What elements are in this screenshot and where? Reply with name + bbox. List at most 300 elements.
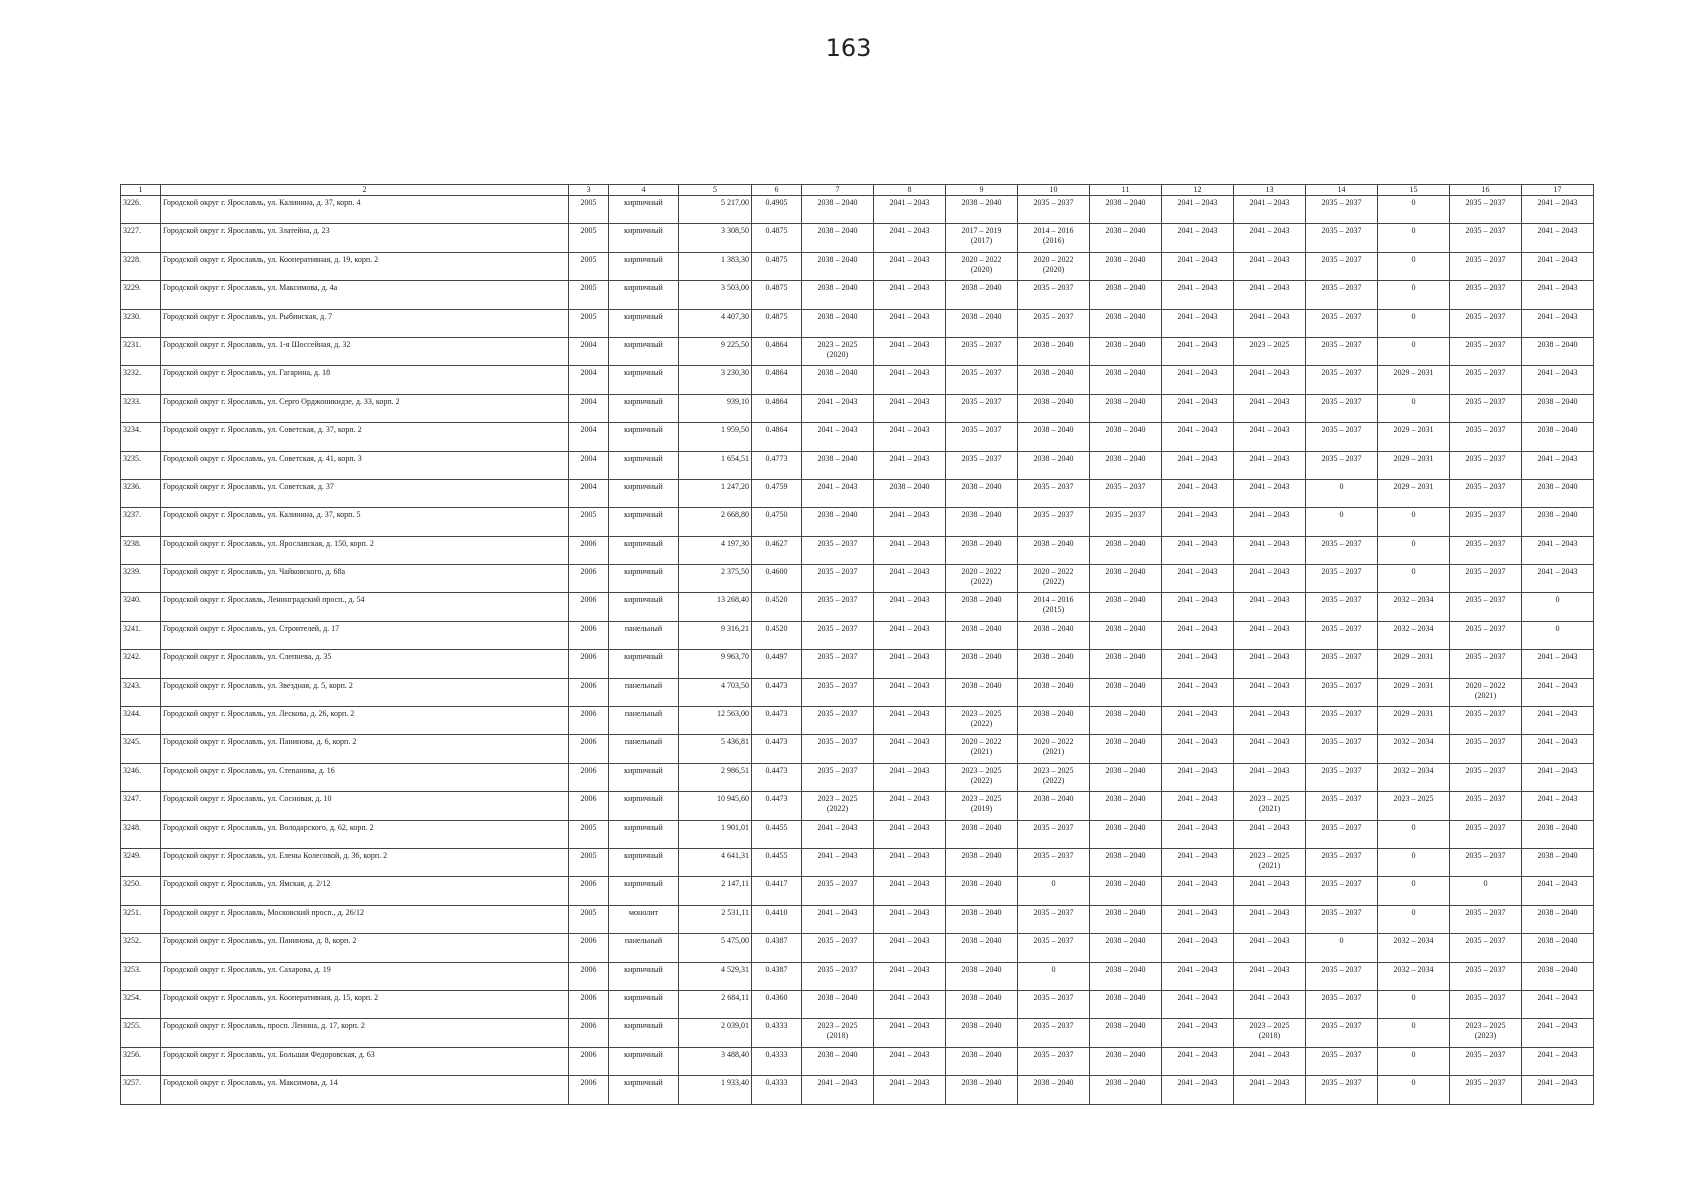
table-cell-col-15: 0	[1378, 565, 1450, 593]
table-cell-col-17: 2038 – 2040	[1522, 848, 1594, 876]
table-cell-col-3: 2005	[569, 508, 609, 536]
table-cell-col-5: 1 959,50	[679, 423, 752, 451]
table-cell-col-9: 2038 – 2040	[946, 905, 1018, 933]
table-cell-col-11: 2038 – 2040	[1090, 763, 1162, 791]
table-cell-col-3: 2006	[569, 593, 609, 621]
table-cell-col-3: 2006	[569, 934, 609, 962]
table-cell-col-1: 3235.	[121, 451, 161, 479]
table-cell-col-17: 2041 – 2043	[1522, 196, 1594, 224]
table-cell-col-14: 2035 – 2037	[1306, 366, 1378, 394]
table-cell-col-3: 2006	[569, 1047, 609, 1075]
table-cell-col-14: 2035 – 2037	[1306, 196, 1378, 224]
table-row	[121, 536, 1594, 564]
table-cell-col-7: 2035 – 2037	[802, 621, 874, 649]
table-cell-col-5: 1 901,01	[679, 820, 752, 848]
table-cell-col-8: 2041 – 2043	[874, 820, 946, 848]
table-cell-col-1: 3231.	[121, 337, 161, 365]
table-cell-col-2: Городской округ г. Ярославль, ул. Рыбинская, д. 7	[161, 309, 569, 337]
table-cell-col-8: 2041 – 2043	[874, 1047, 946, 1075]
table-cell-col-4: кирпичный	[609, 848, 679, 876]
table-cell-col-5: 4 407,30	[679, 309, 752, 337]
table-cell-col-8: 2041 – 2043	[874, 678, 946, 706]
table-cell-col-2: Городской округ г. Ярославль, ул. Максимова, д. 14	[161, 1076, 569, 1104]
table-cell-col-8: 2041 – 2043	[874, 565, 946, 593]
table-cell-col-2: Городской округ г. Ярославль, ул. Гагарина, д. 18	[161, 366, 569, 394]
table-cell-col-10: 2038 – 2040	[1018, 792, 1090, 820]
table-cell-col-6: 0.4473	[752, 763, 802, 791]
table-cell-col-7: 2038 – 2040	[802, 990, 874, 1018]
table-cell-col-7: 2041 – 2043	[802, 1076, 874, 1104]
table-cell-col-7: 2041 – 2043	[802, 479, 874, 507]
table-cell-col-9: 2035 – 2037	[946, 394, 1018, 422]
table-cell-col-7: 2023 – 2025 (2022)	[802, 792, 874, 820]
table-cell-col-17: 2041 – 2043	[1522, 877, 1594, 905]
table-cell-col-8: 2041 – 2043	[874, 536, 946, 564]
table-row	[121, 423, 1594, 451]
table-cell-col-11: 2038 – 2040	[1090, 934, 1162, 962]
table-cell-col-12: 2041 – 2043	[1162, 423, 1234, 451]
table-cell-col-4: монолит	[609, 905, 679, 933]
table-cell-col-16: 2035 – 2037	[1450, 735, 1522, 763]
table-cell-col-6: 0.4333	[752, 1047, 802, 1075]
table-cell-col-3: 2006	[569, 1076, 609, 1104]
table-cell-col-3: 2005	[569, 848, 609, 876]
table-cell-col-7: 2041 – 2043	[802, 423, 874, 451]
table-cell-col-16: 2035 – 2037	[1450, 224, 1522, 252]
table-cell-col-15: 2029 – 2031	[1378, 650, 1450, 678]
table-cell-col-4: кирпичный	[609, 309, 679, 337]
table-cell-col-1: 3245.	[121, 735, 161, 763]
table-cell-col-17: 2041 – 2043	[1522, 990, 1594, 1018]
table-cell-col-14: 2035 – 2037	[1306, 337, 1378, 365]
table-cell-col-16: 2035 – 2037	[1450, 508, 1522, 536]
table-cell-col-1: 3236.	[121, 479, 161, 507]
table-cell-col-11: 2038 – 2040	[1090, 877, 1162, 905]
table-cell-col-15: 2029 – 2031	[1378, 366, 1450, 394]
table-cell-col-11: 2038 – 2040	[1090, 905, 1162, 933]
table-cell-col-5: 2 147,11	[679, 877, 752, 905]
table-cell-col-15: 2029 – 2031	[1378, 707, 1450, 735]
table-cell-col-4: кирпичный	[609, 593, 679, 621]
table-cell-col-10: 0	[1018, 962, 1090, 990]
column-header-4: 4	[609, 185, 679, 196]
table-cell-col-13: 2041 – 2043	[1234, 763, 1306, 791]
column-header-17: 17	[1522, 185, 1594, 196]
table-cell-col-15: 2029 – 2031	[1378, 451, 1450, 479]
table-cell-col-8: 2041 – 2043	[874, 990, 946, 1018]
table-row	[121, 650, 1594, 678]
table-cell-col-3: 2005	[569, 820, 609, 848]
table-cell-col-13: 2041 – 2043	[1234, 224, 1306, 252]
table-cell-col-14: 0	[1306, 508, 1378, 536]
table-cell-col-5: 4 197,30	[679, 536, 752, 564]
table-cell-col-3: 2006	[569, 990, 609, 1018]
table-cell-col-11: 2038 – 2040	[1090, 252, 1162, 280]
table-cell-col-14: 0	[1306, 479, 1378, 507]
table-cell-col-5: 1 383,30	[679, 252, 752, 280]
table-cell-col-15: 2029 – 2031	[1378, 678, 1450, 706]
table-cell-col-7: 2035 – 2037	[802, 763, 874, 791]
table-cell-col-3: 2006	[569, 1019, 609, 1047]
table-cell-col-17: 2038 – 2040	[1522, 820, 1594, 848]
table-cell-col-12: 2041 – 2043	[1162, 650, 1234, 678]
table-cell-col-14: 2035 – 2037	[1306, 707, 1378, 735]
table-cell-col-4: кирпичный	[609, 394, 679, 422]
table-cell-col-9: 2038 – 2040	[946, 593, 1018, 621]
table-row	[121, 848, 1594, 876]
table-cell-col-3: 2006	[569, 962, 609, 990]
table-cell-col-6: 0.4759	[752, 479, 802, 507]
table-cell-col-1: 3240.	[121, 593, 161, 621]
table-cell-col-5: 4 641,31	[679, 848, 752, 876]
table-cell-col-15: 2032 – 2034	[1378, 763, 1450, 791]
table-cell-col-7: 2038 – 2040	[802, 252, 874, 280]
table-cell-col-12: 2041 – 2043	[1162, 678, 1234, 706]
table-cell-col-9: 2038 – 2040	[946, 678, 1018, 706]
table-cell-col-15: 2032 – 2034	[1378, 735, 1450, 763]
table-cell-col-7: 2035 – 2037	[802, 565, 874, 593]
table-cell-col-3: 2006	[569, 678, 609, 706]
table-row	[121, 990, 1594, 1018]
table-cell-col-12: 2041 – 2043	[1162, 451, 1234, 479]
table-cell-col-15: 0	[1378, 337, 1450, 365]
table-cell-col-8: 2038 – 2040	[874, 479, 946, 507]
table-cell-col-4: кирпичный	[609, 1076, 679, 1104]
table-cell-col-4: кирпичный	[609, 196, 679, 224]
table-cell-col-4: кирпичный	[609, 565, 679, 593]
table-cell-col-15: 2032 – 2034	[1378, 621, 1450, 649]
table-cell-col-11: 2038 – 2040	[1090, 990, 1162, 1018]
table-cell-col-6: 0.4864	[752, 337, 802, 365]
table-cell-col-17: 2041 – 2043	[1522, 451, 1594, 479]
table-cell-col-4: кирпичный	[609, 451, 679, 479]
table-cell-col-12: 2041 – 2043	[1162, 763, 1234, 791]
table-cell-col-4: кирпичный	[609, 281, 679, 309]
table-cell-col-7: 2023 – 2025 (2020)	[802, 337, 874, 365]
table-cell-col-15: 0	[1378, 508, 1450, 536]
table-cell-col-16: 2035 – 2037	[1450, 905, 1522, 933]
table-cell-col-5: 13 268,40	[679, 593, 752, 621]
table-cell-col-1: 3243.	[121, 678, 161, 706]
column-header-8: 8	[874, 185, 946, 196]
table-cell-col-14: 2035 – 2037	[1306, 735, 1378, 763]
table-cell-col-17: 2041 – 2043	[1522, 1047, 1594, 1075]
table-cell-col-17: 2041 – 2043	[1522, 224, 1594, 252]
table-cell-col-9: 2038 – 2040	[946, 848, 1018, 876]
table-cell-col-8: 2041 – 2043	[874, 281, 946, 309]
table-cell-col-12: 2041 – 2043	[1162, 990, 1234, 1018]
table-cell-col-12: 2041 – 2043	[1162, 1019, 1234, 1047]
table-cell-col-2: Городской округ г. Ярославль, ул. Панинова, д. 8, корп. 2	[161, 934, 569, 962]
table-row	[121, 224, 1594, 252]
table-cell-col-8: 2041 – 2043	[874, 877, 946, 905]
table-cell-col-10: 2020 – 2022 (2020)	[1018, 252, 1090, 280]
table-cell-col-1: 3226.	[121, 196, 161, 224]
table-row	[121, 820, 1594, 848]
table-cell-col-11: 2038 – 2040	[1090, 337, 1162, 365]
table-cell-col-2: Городской округ г. Ярославль, просп. Ленина, д. 17, корп. 2	[161, 1019, 569, 1047]
table-cell-col-12: 2041 – 2043	[1162, 905, 1234, 933]
table-cell-col-14: 2035 – 2037	[1306, 962, 1378, 990]
table-cell-col-17: 2038 – 2040	[1522, 394, 1594, 422]
table-cell-col-14: 2035 – 2037	[1306, 1076, 1378, 1104]
table-cell-col-10: 2038 – 2040	[1018, 678, 1090, 706]
table-cell-col-3: 2006	[569, 763, 609, 791]
table-cell-col-5: 3 503,00	[679, 281, 752, 309]
table-cell-col-13: 2041 – 2043	[1234, 990, 1306, 1018]
table-cell-col-12: 2041 – 2043	[1162, 934, 1234, 962]
table-cell-col-5: 2 684,11	[679, 990, 752, 1018]
table-cell-col-10: 2020 – 2022 (2022)	[1018, 565, 1090, 593]
column-header-7: 7	[802, 185, 874, 196]
table-cell-col-6: 0.4875	[752, 309, 802, 337]
table-cell-col-16: 2035 – 2037	[1450, 281, 1522, 309]
table-cell-col-2: Городской округ г. Ярославль, ул. Кооперативная, д. 15, корп. 2	[161, 990, 569, 1018]
table-cell-col-9: 2035 – 2037	[946, 423, 1018, 451]
table-cell-col-12: 2041 – 2043	[1162, 337, 1234, 365]
table-cell-col-13: 2041 – 2043	[1234, 508, 1306, 536]
table-cell-col-11: 2038 – 2040	[1090, 848, 1162, 876]
table-cell-col-15: 0	[1378, 252, 1450, 280]
table-cell-col-16: 0	[1450, 877, 1522, 905]
table-cell-col-6: 0.4387	[752, 962, 802, 990]
table-row	[121, 196, 1594, 224]
table-cell-col-4: кирпичный	[609, 536, 679, 564]
table-row	[121, 763, 1594, 791]
table-cell-col-7: 2035 – 2037	[802, 593, 874, 621]
table-cell-col-4: кирпичный	[609, 479, 679, 507]
table-cell-col-1: 3232.	[121, 366, 161, 394]
table-cell-col-9: 2038 – 2040	[946, 1019, 1018, 1047]
table-cell-col-6: 0.4473	[752, 678, 802, 706]
table-cell-col-15: 0	[1378, 536, 1450, 564]
table-cell-col-10: 2038 – 2040	[1018, 423, 1090, 451]
table-cell-col-1: 3228.	[121, 252, 161, 280]
table-cell-col-12: 2041 – 2043	[1162, 224, 1234, 252]
table-cell-col-10: 2035 – 2037	[1018, 905, 1090, 933]
table-cell-col-3: 2004	[569, 394, 609, 422]
table-cell-col-15: 0	[1378, 848, 1450, 876]
table-cell-col-12: 2041 – 2043	[1162, 621, 1234, 649]
table-cell-col-10: 0	[1018, 877, 1090, 905]
table-cell-col-1: 3242.	[121, 650, 161, 678]
table-cell-col-7: 2035 – 2037	[802, 678, 874, 706]
table-cell-col-6: 0.4473	[752, 735, 802, 763]
table-cell-col-11: 2038 – 2040	[1090, 224, 1162, 252]
table-cell-col-16: 2035 – 2037	[1450, 820, 1522, 848]
table-cell-col-6: 0.4333	[752, 1076, 802, 1104]
table-cell-col-13: 2041 – 2043	[1234, 877, 1306, 905]
table-cell-col-6: 0.4497	[752, 650, 802, 678]
table-cell-col-8: 2041 – 2043	[874, 224, 946, 252]
table-row	[121, 877, 1594, 905]
table-row	[121, 962, 1594, 990]
table-cell-col-3: 2006	[569, 735, 609, 763]
table-cell-col-8: 2041 – 2043	[874, 337, 946, 365]
table-cell-col-13: 2041 – 2043	[1234, 479, 1306, 507]
table-cell-col-4: кирпичный	[609, 650, 679, 678]
table-cell-col-4: кирпичный	[609, 252, 679, 280]
column-header-14: 14	[1306, 185, 1378, 196]
table-cell-col-9: 2038 – 2040	[946, 281, 1018, 309]
table-cell-col-7: 2035 – 2037	[802, 962, 874, 990]
table-cell-col-5: 5 436,81	[679, 735, 752, 763]
table-cell-col-16: 2035 – 2037	[1450, 451, 1522, 479]
table-cell-col-12: 2041 – 2043	[1162, 536, 1234, 564]
table-cell-col-17: 2041 – 2043	[1522, 735, 1594, 763]
table-cell-col-7: 2038 – 2040	[802, 366, 874, 394]
table-cell-col-1: 3237.	[121, 508, 161, 536]
table-cell-col-2: Городской округ г. Ярославль, ул. 1-я Шоссейная, д. 32	[161, 337, 569, 365]
table-cell-col-1: 3255.	[121, 1019, 161, 1047]
table-cell-col-13: 2041 – 2043	[1234, 1076, 1306, 1104]
table-cell-col-15: 2023 – 2025	[1378, 792, 1450, 820]
table-cell-col-2: Городской округ г. Ярославль, ул. Чайковского, д. 68а	[161, 565, 569, 593]
table-cell-col-6: 0.4360	[752, 990, 802, 1018]
table-cell-col-10: 2014 – 2016 (2016)	[1018, 224, 1090, 252]
table-cell-col-7: 2038 – 2040	[802, 508, 874, 536]
table-cell-col-10: 2038 – 2040	[1018, 650, 1090, 678]
table-cell-col-11: 2038 – 2040	[1090, 196, 1162, 224]
table-cell-col-4: кирпичный	[609, 337, 679, 365]
table-cell-col-1: 3246.	[121, 763, 161, 791]
table-cell-col-4: кирпичный	[609, 508, 679, 536]
table-cell-col-17: 0	[1522, 593, 1594, 621]
table-cell-col-1: 3229.	[121, 281, 161, 309]
table-cell-col-17: 2038 – 2040	[1522, 508, 1594, 536]
table-cell-col-4: кирпичный	[609, 763, 679, 791]
table-cell-col-14: 2035 – 2037	[1306, 621, 1378, 649]
table-cell-col-15: 0	[1378, 309, 1450, 337]
table-cell-col-3: 2005	[569, 196, 609, 224]
table-cell-col-1: 3241.	[121, 621, 161, 649]
table-cell-col-2: Городской округ г. Ярославль, ул. Серго Орджоникидзе, д. 33, корп. 2	[161, 394, 569, 422]
table-cell-col-2: Городской округ г. Ярославль, ул. Советская, д. 41, корп. 3	[161, 451, 569, 479]
table-cell-col-2: Городской округ г. Ярославль, ул. Сосновая, д. 10	[161, 792, 569, 820]
table-cell-col-8: 2041 – 2043	[874, 252, 946, 280]
table-cell-col-16: 2035 – 2037	[1450, 196, 1522, 224]
table-cell-col-13: 2041 – 2043	[1234, 451, 1306, 479]
table-cell-col-9: 2038 – 2040	[946, 196, 1018, 224]
table-cell-col-8: 2041 – 2043	[874, 763, 946, 791]
table-cell-col-6: 0.4600	[752, 565, 802, 593]
table-cell-col-9: 2038 – 2040	[946, 1076, 1018, 1104]
table-cell-col-16: 2035 – 2037	[1450, 990, 1522, 1018]
table-cell-col-17: 2041 – 2043	[1522, 763, 1594, 791]
column-header-6: 6	[752, 185, 802, 196]
table-cell-col-5: 2 531,11	[679, 905, 752, 933]
table-cell-col-12: 2041 – 2043	[1162, 366, 1234, 394]
table-cell-col-14: 2035 – 2037	[1306, 877, 1378, 905]
table-cell-col-10: 2035 – 2037	[1018, 479, 1090, 507]
table-cell-col-17: 2038 – 2040	[1522, 962, 1594, 990]
column-header-11: 11	[1090, 185, 1162, 196]
table-cell-col-14: 2035 – 2037	[1306, 763, 1378, 791]
table-cell-col-14: 0	[1306, 934, 1378, 962]
table-cell-col-16: 2035 – 2037	[1450, 1076, 1522, 1104]
table-cell-col-14: 2035 – 2037	[1306, 536, 1378, 564]
table-cell-col-15: 0	[1378, 196, 1450, 224]
table-cell-col-6: 0.4333	[752, 1019, 802, 1047]
table-cell-col-10: 2035 – 2037	[1018, 1047, 1090, 1075]
table-cell-col-16: 2035 – 2037	[1450, 252, 1522, 280]
table-cell-col-8: 2041 – 2043	[874, 848, 946, 876]
table-cell-col-10: 2038 – 2040	[1018, 621, 1090, 649]
table-row	[121, 735, 1594, 763]
column-header-12: 12	[1162, 185, 1234, 196]
table-cell-col-5: 2 039,01	[679, 1019, 752, 1047]
table-cell-col-11: 2038 – 2040	[1090, 309, 1162, 337]
table-cell-col-17: 2041 – 2043	[1522, 281, 1594, 309]
table-cell-col-17: 2041 – 2043	[1522, 678, 1594, 706]
table-cell-col-9: 2017 – 2019 (2017)	[946, 224, 1018, 252]
table-cell-col-10: 2035 – 2037	[1018, 848, 1090, 876]
table-cell-col-12: 2041 – 2043	[1162, 252, 1234, 280]
table-cell-col-10: 2035 – 2037	[1018, 309, 1090, 337]
table-cell-col-6: 0.4473	[752, 707, 802, 735]
table-cell-col-4: панельный	[609, 678, 679, 706]
table-cell-col-16: 2035 – 2037	[1450, 707, 1522, 735]
table-cell-col-13: 2041 – 2043	[1234, 735, 1306, 763]
table-cell-col-9: 2023 – 2025 (2022)	[946, 763, 1018, 791]
table-cell-col-6: 0.4410	[752, 905, 802, 933]
table-cell-col-15: 0	[1378, 1076, 1450, 1104]
table-cell-col-1: 3234.	[121, 423, 161, 451]
table-cell-col-7: 2038 – 2040	[802, 451, 874, 479]
table-cell-col-3: 2006	[569, 621, 609, 649]
table-cell-col-13: 2041 – 2043	[1234, 707, 1306, 735]
table-cell-col-10: 2035 – 2037	[1018, 508, 1090, 536]
table-cell-col-1: 3257.	[121, 1076, 161, 1104]
table-cell-col-7: 2035 – 2037	[802, 735, 874, 763]
table-cell-col-2: Городской округ г. Ярославль, ул. Сахарова, д. 19	[161, 962, 569, 990]
table-cell-col-13: 2041 – 2043	[1234, 394, 1306, 422]
table-cell-col-1: 3250.	[121, 877, 161, 905]
table-cell-col-10: 2035 – 2037	[1018, 1019, 1090, 1047]
table-cell-col-7: 2035 – 2037	[802, 650, 874, 678]
table-cell-col-10: 2035 – 2037	[1018, 196, 1090, 224]
table-cell-col-9: 2020 – 2022 (2020)	[946, 252, 1018, 280]
table-cell-col-9: 2038 – 2040	[946, 877, 1018, 905]
table-cell-col-12: 2041 – 2043	[1162, 848, 1234, 876]
table-cell-col-10: 2035 – 2037	[1018, 820, 1090, 848]
table-cell-col-6: 0.4750	[752, 508, 802, 536]
table-row	[121, 451, 1594, 479]
table-cell-col-1: 3248.	[121, 820, 161, 848]
table-cell-col-4: панельный	[609, 707, 679, 735]
table-cell-col-11: 2038 – 2040	[1090, 650, 1162, 678]
table-cell-col-5: 5 217,00	[679, 196, 752, 224]
table-cell-col-3: 2004	[569, 337, 609, 365]
table-cell-col-17: 2041 – 2043	[1522, 252, 1594, 280]
column-header-5: 5	[679, 185, 752, 196]
table-cell-col-11: 2038 – 2040	[1090, 1019, 1162, 1047]
table-cell-col-11: 2038 – 2040	[1090, 394, 1162, 422]
table-cell-col-7: 2023 – 2025 (2018)	[802, 1019, 874, 1047]
table-cell-col-4: панельный	[609, 621, 679, 649]
table-cell-col-15: 2029 – 2031	[1378, 423, 1450, 451]
table-cell-col-3: 2006	[569, 536, 609, 564]
table-cell-col-5: 1 654,51	[679, 451, 752, 479]
table-cell-col-16: 2035 – 2037	[1450, 962, 1522, 990]
table-cell-col-2: Городской округ г. Ярославль, Московский просп., д. 26/12	[161, 905, 569, 933]
table-cell-col-3: 2005	[569, 281, 609, 309]
table-cell-col-7: 2041 – 2043	[802, 905, 874, 933]
table-cell-col-11: 2035 – 2037	[1090, 479, 1162, 507]
table-cell-col-11: 2038 – 2040	[1090, 621, 1162, 649]
table-cell-col-14: 2035 – 2037	[1306, 1019, 1378, 1047]
table-cell-col-6: 0.4520	[752, 593, 802, 621]
